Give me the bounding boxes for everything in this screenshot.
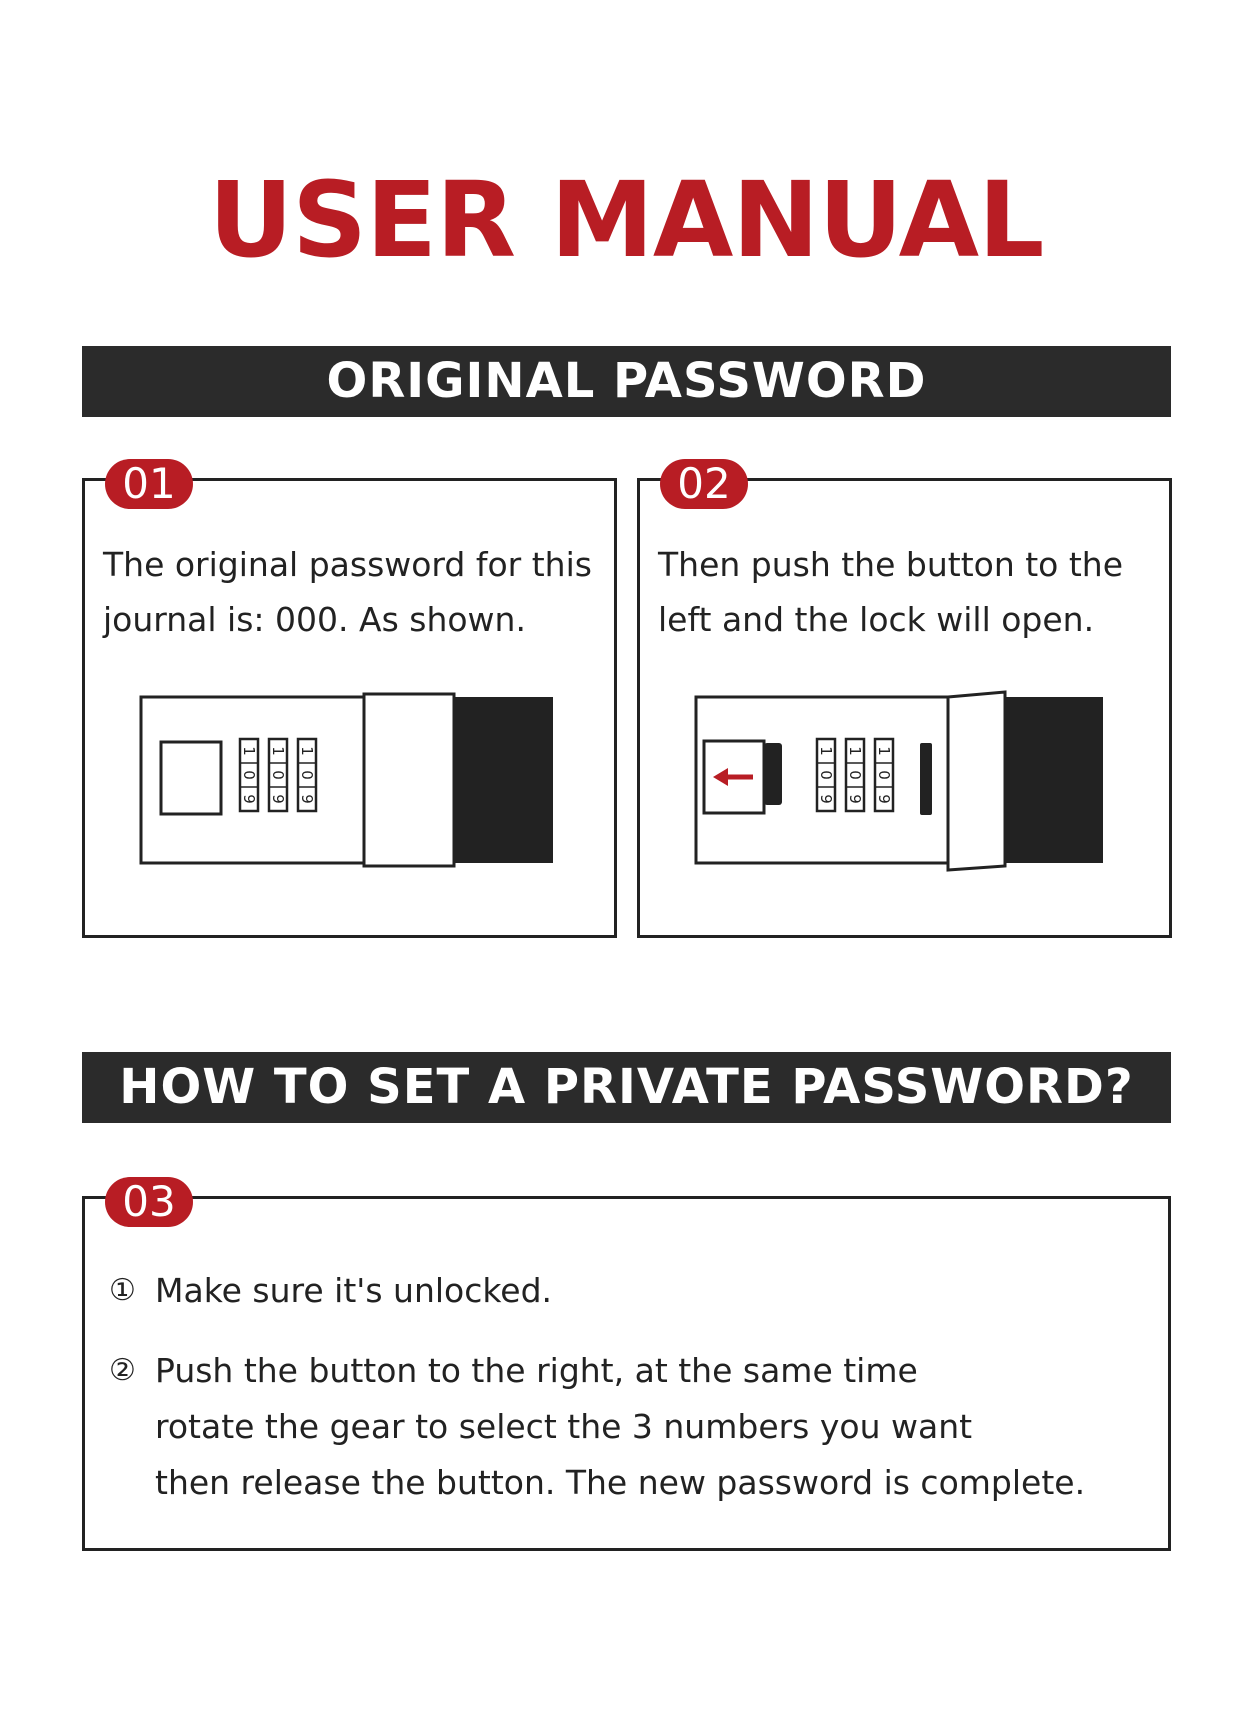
dial-wheel: [240, 739, 258, 811]
section-heading-original-password: ORIGINAL PASSWORD: [82, 346, 1171, 417]
step-01-line-1: The original password for this: [103, 545, 592, 584]
step-01-badge: 01: [105, 459, 193, 509]
dial-wheels: [240, 739, 316, 811]
dial-digit: 1: [817, 746, 835, 756]
dial-digit: 9: [846, 794, 864, 804]
dial-wheel: [817, 739, 835, 811]
step-01-line-2: journal is: 000. As shown.: [103, 600, 526, 639]
dial-wheel: [875, 739, 893, 811]
item-1-text: Make sure it's unlocked.: [155, 1271, 553, 1310]
step-02-panel: [637, 459, 1172, 938]
dial-digit: 0: [817, 770, 835, 780]
dial-wheel: [269, 739, 287, 811]
dial-digit: 1: [240, 746, 258, 756]
dial-digit: 1: [875, 746, 893, 756]
step-01-panel: [82, 459, 617, 938]
dial-digit: 9: [875, 794, 893, 804]
section-heading-private-password: HOW TO SET A PRIVATE PASSWORD?: [82, 1052, 1171, 1123]
dial-wheel: [298, 739, 316, 811]
dial-digit: 9: [298, 794, 316, 804]
dial-digit: 0: [298, 770, 316, 780]
dial-digit: 1: [846, 746, 864, 756]
step-03-badge: 03: [105, 1177, 193, 1227]
dial-digit: 1: [269, 746, 287, 756]
dial-digit: 1: [298, 746, 316, 756]
dial-digit: 0: [875, 770, 893, 780]
item-2-line-1: Push the button to the right, at the same time: [155, 1351, 918, 1390]
dial-digit: 9: [817, 794, 835, 804]
dial-digit: 9: [240, 794, 258, 804]
item-2-line-3: then release the button. The new password is complete.: [155, 1463, 1086, 1502]
dial-digit: 0: [846, 770, 864, 780]
unlocked-journal-illustration: [637, 478, 1172, 938]
dial-wheel: [846, 739, 864, 811]
step-02-line-1: Then push the button to the: [658, 545, 1123, 584]
dial-digit: 0: [240, 770, 258, 780]
locked-journal-illustration: [82, 478, 617, 938]
dial-digit: 9: [269, 794, 287, 804]
step-02-badge: 02: [660, 459, 748, 509]
page-title: USER MANUAL: [208, 159, 1044, 281]
step-03-panel: [82, 1177, 1171, 1551]
dial-digit: 0: [269, 770, 287, 780]
dial-wheels: [817, 739, 893, 811]
item-2-number: ②: [109, 1353, 136, 1388]
step-02-line-2: left and the lock will open.: [658, 600, 1095, 639]
item-1-number: ①: [109, 1273, 136, 1308]
item-2-line-2: rotate the gear to select the 3 numbers you want: [155, 1407, 973, 1446]
